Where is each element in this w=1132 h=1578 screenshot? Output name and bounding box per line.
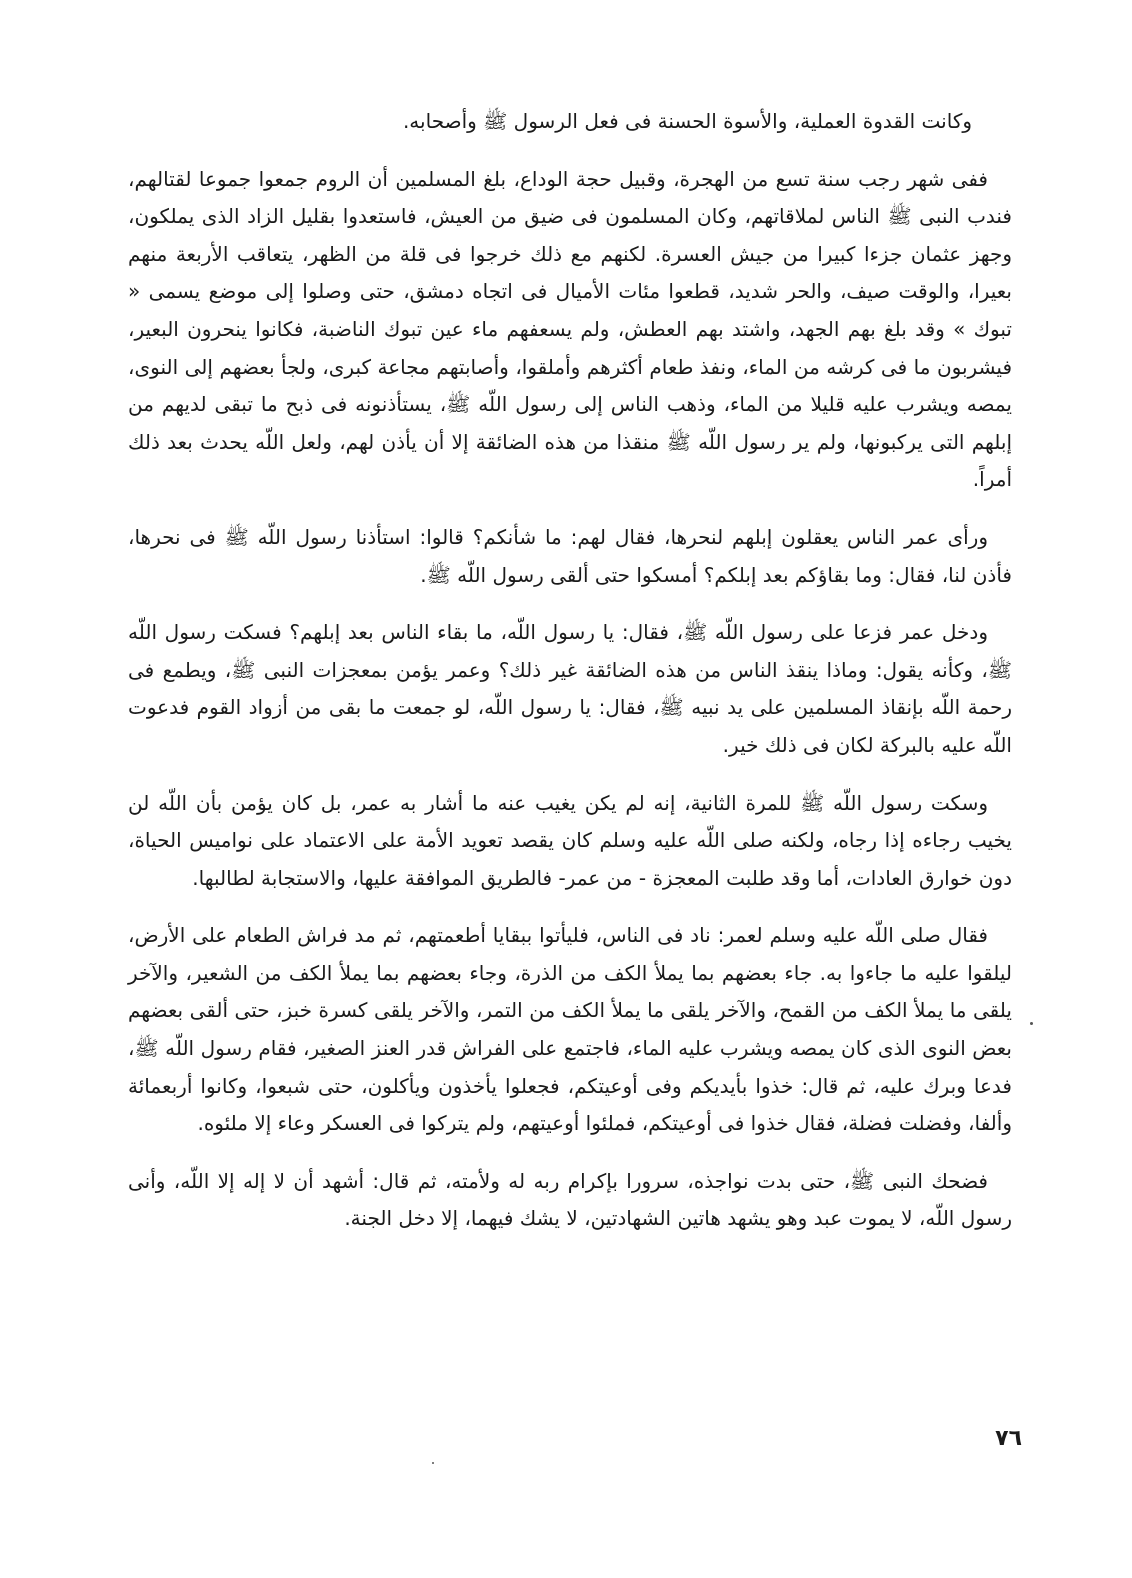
scan-speck (1030, 1022, 1033, 1025)
paragraph: وكانت القدوة العملية، والأسوة الحسنة فى فعل الرسول ﷺ وأصحابه. (402, 109, 972, 133)
paragraph: ورأى عمر الناس يعقلون إبلهم لنحرها، فقال لهم: ما شأنكم؟ قالوا: استأذنا رسول اللّه ﷺ فى نحرها، فأذن لنا، فقال: وما بقاؤكم بعد إبلكم؟ أمسكوا حتى ألقى رسول اللّه ﷺ. (128, 524, 1012, 587)
scan-speck (432, 1462, 434, 1464)
paragraph: فقال صلى اللّه عليه وسلم لعمر: ناد فى الناس، فليأتوا ببقايا أطعمتهم، ثم مد فراش الطعام على الأرض، ليلقوا عليه ما جاءوا به. جاء بعضهم بما يملأ الكف من الذرة، وجاء بعضهم بما يملأ الكف من الشعير، والآخر يلقى ما يملأ الكف من القمح، والآخر يلقى ما يملأ الكف من التمر، والآخر يلقى كسرة خبز، حتى ألقى بعضهم بعض النوى الذى كان يمصه ويشرب عليه الماء، فاجتمع على الفراش قدر العنز الصغير، فقام رسول اللّه ﷺ، فدعا وبرك عليه، ثم قال: خذوا بأيديكم وفى أوعيتكم، فجعلوا يأخذون ويأكلون، حتى شبعوا، وكانوا أربعمائة وألفا، وفضلت فضلة، فقال خذوا فى أوعيتكم، فملئوا أوعيتهم، ولم يتركوا فى العسكر وعاء إلا ملئوه. (128, 923, 1012, 1136)
paragraph: ففى شهر رجب سنة تسع من الهجرة، وقبيل حجة الوداع، بلغ المسلمين أن الروم جمعوا جموعا لقتالهم، فندب النبى ﷺ الناس لملاقاتهم، وكان المسلمون فى ضيق من العيش، فاستعدوا بقليل الزاد الذى يملكون، وجهز عثمان جزءا كبيرا من جيش العسرة. لكنهم مع ذلك خرجوا فى قلة من الظهر، يتعاقب الأربعة منهم بعيرا، والوقت صيف، والحر شديد، قطعوا مئات الأميال فى اتجاه دمشق، حتى وصلوا إلى موضع يسمى « تبوك » وقد بلغ بهم الجهد، واشتد بهم العطش، ولم يسعفهم ماء عين تبوك الناضبة، فكانوا ينحرون البعير، فيشربون ما فى كرشه من الماء، ونفذ طعام أكثرهم وأملقوا، وأصابتهم مجاعة كبرى، ولجأ بعضهم إلى النوى، يمصه ويشرب عليه قليلا من الماء، وذهب الناس إلى رسول اللّه ﷺ، يستأذنونه فى ذبح ما تبقى لديهم من إبلهم التى يركبونها، ولم ير رسول اللّه ﷺ منقذا من هذه الضائقة إلا أن يأذن لهم، ولعل اللّه يحدث بعد ذلك أمراً. (128, 166, 1012, 492)
page-number: ٧٦ (995, 1426, 1022, 1451)
page-body (128, 103, 1012, 1523)
paragraph: ودخل عمر فزعا على رسول اللّه ﷺ، فقال: يا رسول اللّه، ما بقاء الناس بعد إبلهم؟ فسكت رسول اللّه ﷺ، وكأنه يقول: وماذا ينقذ الناس من هذه الضائقة غير ذلك؟ وعمر يؤمن بمعجزات النبى ﷺ، ويطمع فى رحمة اللّه بإنقاذ المسلمين على يد نبيه ﷺ، فقال: يا رسول اللّه، لو جمعت ما بقى من أزواد القوم فدعوت اللّه عليه بالبركة لكان فى ذلك خير. (128, 620, 1012, 757)
paragraph: فضحك النبى ﷺ، حتى بدت نواجذه، سرورا بإكرام ربه له ولأمته، ثم قال: أشهد أن لا إله إلا اللّه، وأنى رسول اللّه، لا يموت عبد وهو يشهد هاتين الشهادتين، لا يشك فيهما، إلا دخل الجنة. (128, 1168, 1012, 1231)
paragraph: وسكت رسول اللّه ﷺ للمرة الثانية، إنه لم يكن يغيب عنه ما أشار به عمر، بل كان يؤمن بأن اللّه لن يخيب رجاءه إذا رجاه، ولكنه صلى اللّه عليه وسلم كان يقصد تعويد الأمة على الاعتماد على نواميس الحياة، دون خوارق العادات، أما وقد طلبت المعجزة - من عمر- فالطريق الموافقة عليها، والاستجابة لطالبها. (128, 790, 1012, 890)
